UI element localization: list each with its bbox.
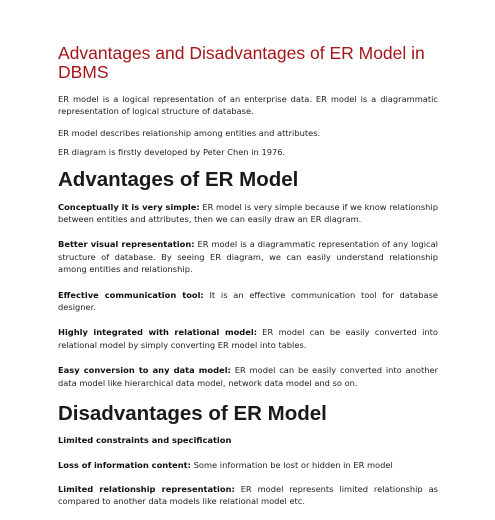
advantages-heading: Advantages of ER Model <box>58 167 299 191</box>
advantage-text: It is an effective communication tool for database designer. <box>58 289 439 313</box>
disadvantages-heading: Disadvantages of ER Model <box>58 402 327 426</box>
disadvantage-item <box>58 483 438 508</box>
intro-paragraph: ER model is a logical representation of an enterprise data. ER model is a diagrammatic representation of logical structure of database. <box>58 94 438 117</box>
advantage-term: Effective communication tool: <box>58 289 204 300</box>
page-title: Advantages and Disadvantages of ER Model in DBMS <box>58 43 425 82</box>
advantage-text: ER model can be easily converted into relational model by simply converting ER model into tables. <box>58 327 438 350</box>
disadvantage-term: Limited relationship representation: <box>58 483 235 494</box>
advantage-term: Easy conversion to any data model: <box>58 365 231 376</box>
advantage-text: ER model is very simple because if we know relationship between entities and attributes, then we can easily draw an ER diagram. <box>58 201 438 225</box>
disadvantage-item <box>58 434 438 446</box>
disadvantage-text: ER model represents limited relationship as compared to another data models like relational model etc. <box>58 483 438 507</box>
advantage-term: Highly integrated with relational model: <box>58 327 258 338</box>
article <box>58 44 438 520</box>
disadvantage-item <box>58 459 438 471</box>
advantage-text: ER model is a diagrammatic representation of any logical structure of database. By seeing ER diagram, we can easily understand relationship among entities and relationship. <box>58 239 438 275</box>
intro-paragraph: ER model describes relationship among entities and attributes. <box>58 127 321 138</box>
advantage-item <box>58 364 438 389</box>
advantage-item <box>58 326 438 351</box>
advantage-item <box>58 238 438 275</box>
advantage-term: Conceptually it is very simple: <box>58 201 200 212</box>
advantage-term: Better visual representation: <box>58 239 195 250</box>
intro-paragraph: ER diagram is firstly developed by Peter Chen in 1976. <box>58 147 286 158</box>
disadvantage-text: Some information be lost or hidden in ER model <box>190 459 393 470</box>
advantage-item <box>58 201 438 226</box>
disadvantage-term: Limited constraints and specification <box>58 435 232 446</box>
advantage-item <box>58 289 438 314</box>
advantage-text: ER model can be easily converted into another data model like hierarchical data model, network data model and so on. <box>58 365 438 388</box>
disadvantage-term: Loss of information content: <box>58 459 191 470</box>
